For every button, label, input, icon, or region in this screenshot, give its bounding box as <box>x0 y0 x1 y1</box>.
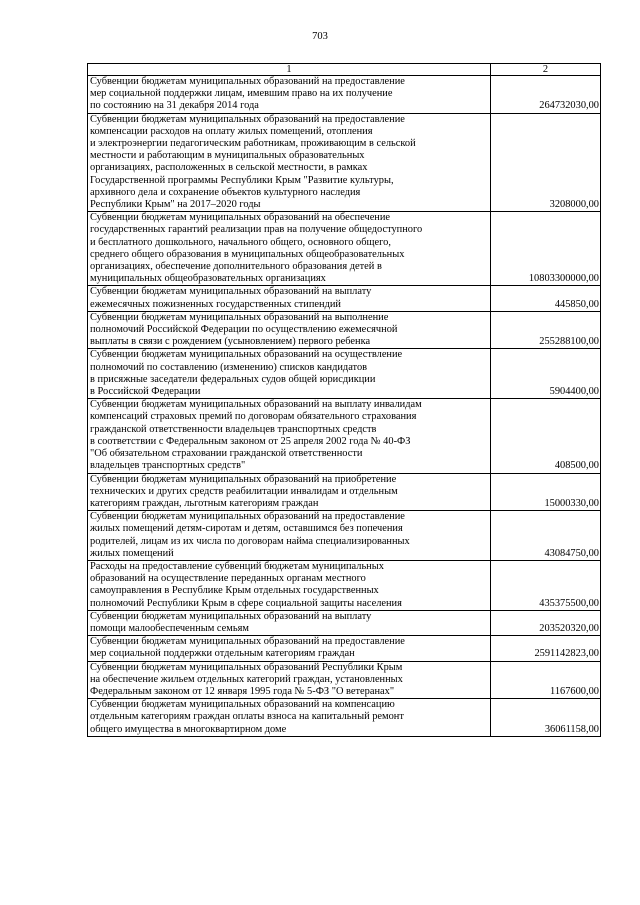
column-header-2: 2 <box>491 64 601 76</box>
subventions-table <box>87 63 601 737</box>
page-number: 703 <box>312 31 328 42</box>
row-description: Субвенции бюджетам муниципальных образований Республики Крым на обеспечение жильем отдельных категорий граждан, установленных Федеральным законом от 12 января 1995 года № 5-ФЗ "О ветеранах" <box>88 661 491 699</box>
row-description: Субвенции бюджетам муниципальных образований на предоставление мер социальной поддержки лицам, имевшим право на их получение по состоянию на 31 декабря 2014 года <box>88 76 491 114</box>
row-description: Субвенции бюджетам муниципальных образований на выполнение полномочий Российской Федерации по осуществлению ежемесячной выплаты в связи с рождением (усыновлением) первого ребенка <box>88 311 491 349</box>
table-row <box>88 560 601 610</box>
table-row <box>88 511 601 561</box>
table-row <box>88 311 601 349</box>
row-description: Субвенции бюджетам муниципальных образований на предоставление жилых помещений детям-сиротам и детям, оставшимся без попечения родителей, лицам из их числа по договорам найма специализированных жилых помещений <box>88 511 491 561</box>
table-row <box>88 699 601 737</box>
row-amount: 264732030,00 <box>491 76 601 114</box>
row-amount: 43084750,00 <box>491 511 601 561</box>
table-row <box>88 113 601 212</box>
row-description: Субвенции бюджетам муниципальных образований на выплату инвалидам компенсаций страховых премий по договорам обязательного страхования гражданской ответственности владельцев транспортных средств в соответствии с Федеральным законом от 25 апреля 2002 года № 40-ФЗ "Об обязательном страховании гражданской ответственности владельцев транспортных средств" <box>88 399 491 473</box>
row-description: Субвенции бюджетам муниципальных образований на приобретение технических и других средств реабилитации инвалидам и отдельным категориям граждан, льготным категориям граждан <box>88 473 491 511</box>
table-header-row <box>88 64 601 76</box>
row-amount: 15000330,00 <box>491 473 601 511</box>
row-description: Субвенции бюджетам муниципальных образований на предоставление компенсации расходов на оплату жилых помещений, отопления и электроэнергии педагогическим работникам, проживающим в сельской местности и работающим в муниципальных образовательных организациях, расположенных в сельской местности, в рамках Государственной программы Республики Крым "Развитие культуры, архивного дела и сохранение объектов культурного наследия Республики Крым" на 2017–2020 годы <box>88 113 491 212</box>
row-amount: 255288100,00 <box>491 311 601 349</box>
row-amount: 408500,00 <box>491 399 601 473</box>
row-amount: 36061158,00 <box>491 699 601 737</box>
row-amount: 10803300000,00 <box>491 212 601 286</box>
row-description: Расходы на предоставление субвенций бюджетам муниципальных образований на осуществление переданных органам местного самоуправления в Республике Крым отдельных государственных полномочий Республики Крым в сфере социальной защиты населения <box>88 560 491 610</box>
table-row <box>88 212 601 286</box>
row-description: Субвенции бюджетам муниципальных образований на осуществление полномочий по составлению (изменению) списков кандидатов в присяжные заседатели федеральных судов общей юрисдикции в Российской Федерации <box>88 349 491 399</box>
table-row <box>88 661 601 699</box>
row-amount: 445850,00 <box>491 286 601 311</box>
row-amount: 203520320,00 <box>491 610 601 635</box>
row-description: Субвенции бюджетам муниципальных образований на выплату ежемесячных пожизненных государственных стипендий <box>88 286 491 311</box>
row-description: Субвенции бюджетам муниципальных образований на компенсацию отдельным категориям граждан оплаты взноса на капитальный ремонт общего имущества в многоквартирном доме <box>88 699 491 737</box>
row-amount: 2591142823,00 <box>491 636 601 661</box>
row-amount: 3208000,00 <box>491 113 601 212</box>
row-amount: 1167600,00 <box>491 661 601 699</box>
row-amount: 5904400,00 <box>491 349 601 399</box>
row-amount: 435375500,00 <box>491 560 601 610</box>
table-row <box>88 636 601 661</box>
table-row <box>88 610 601 635</box>
table-row <box>88 76 601 114</box>
table-row <box>88 349 601 399</box>
table-row <box>88 473 601 511</box>
row-description: Субвенции бюджетам муниципальных образований на обеспечение государственных гарантий реализации прав на получение общедоступного и бесплатного дошкольного, начального общего, основного общего, среднего общего образования в муниципальных общеобразовательных организациях, обеспечение дополнительного образования детей в муниципальных общеобразовательных организациях <box>88 212 491 286</box>
column-header-1: 1 <box>88 64 491 76</box>
row-description: Субвенции бюджетам муниципальных образований на выплату помощи малообеспеченным семьям <box>88 610 491 635</box>
row-description: Субвенции бюджетам муниципальных образований на предоставление мер социальной поддержки отдельным категориям граждан <box>88 636 491 661</box>
table-row <box>88 399 601 473</box>
table-row <box>88 286 601 311</box>
